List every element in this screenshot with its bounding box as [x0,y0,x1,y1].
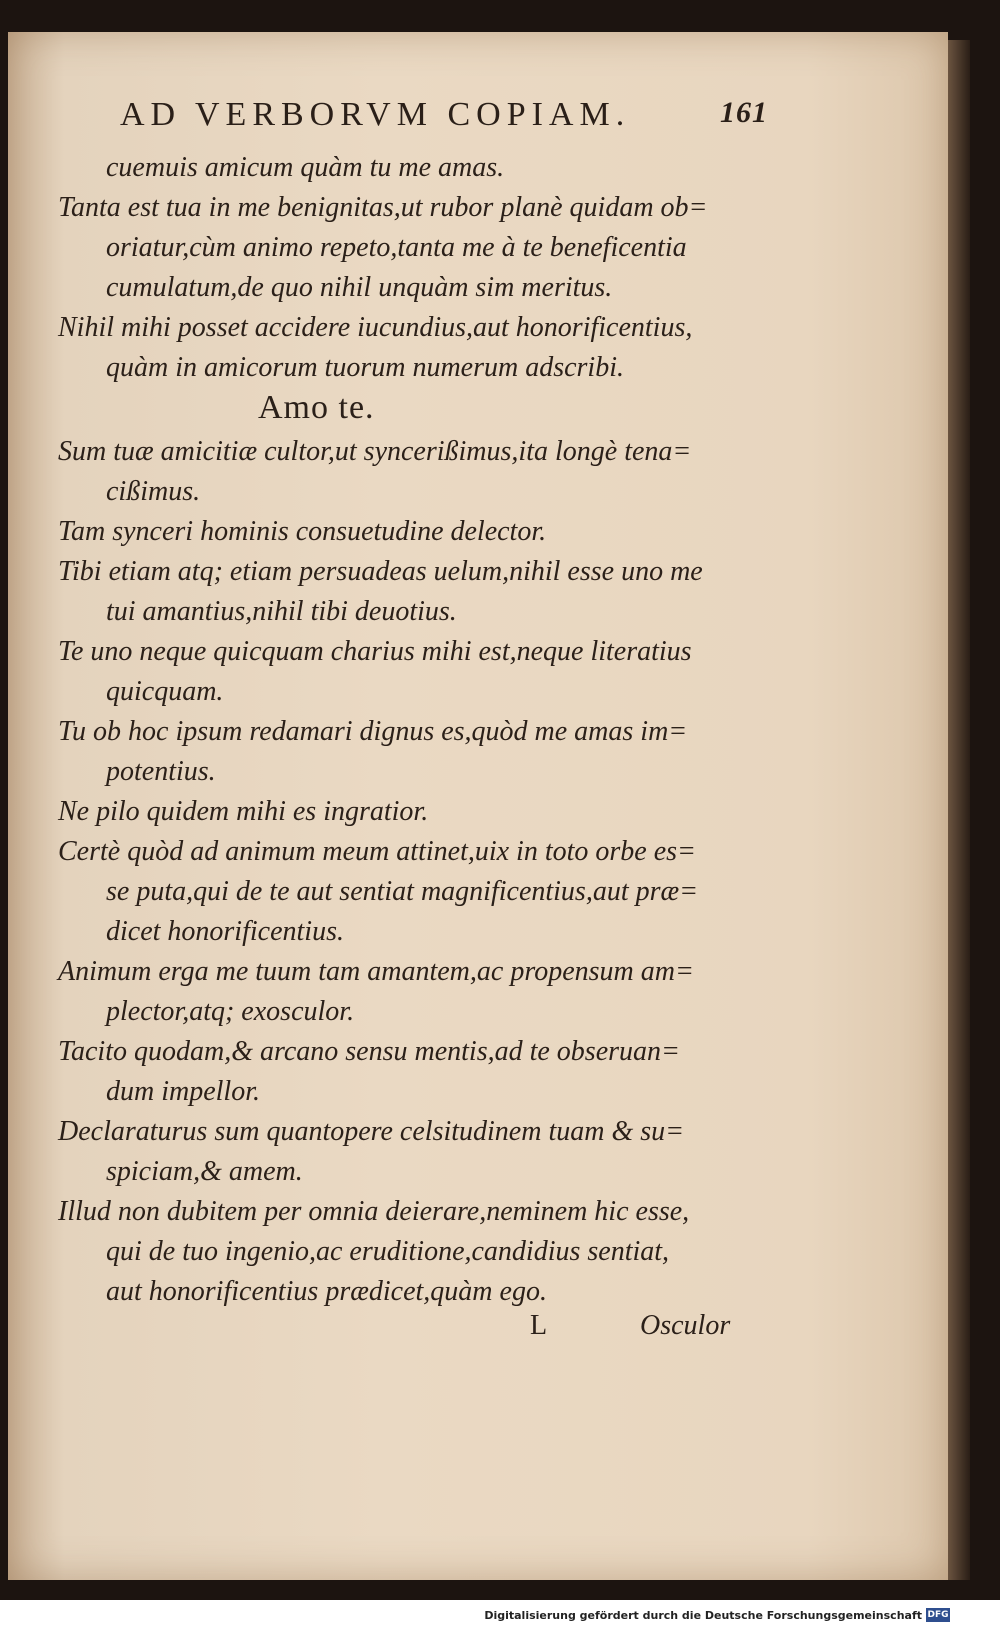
text-line: Sum tuæ amicitiæ cultor,ut syncerißimus,ita longè tena= [58,436,692,467]
signature-mark: L [530,1310,548,1341]
text-line: spiciam,& amem. [106,1156,303,1187]
text-line: qui de tuo ingenio,ac eruditione,candidius sentiat, [106,1236,670,1267]
text-line: Animum erga me tuum tam amantem,ac propensum am= [58,956,694,987]
text-line: Certè quòd ad animum meum attinet,uix in toto orbe es= [58,836,696,867]
text-line: quàm in amicorum tuorum numerum adscribi. [106,352,624,383]
text-line: Tanta est tua in me benignitas,ut rubor planè quidam ob= [58,192,708,223]
text-line: se puta,qui de te aut sentiat magnificentius,aut præ= [106,876,699,907]
catchline [530,1310,790,1350]
text-line: Ne pilo quidem mihi es ingratior. [58,796,429,827]
running-header [120,96,800,140]
section-heading: Amo te. [258,389,375,426]
dfg-logo: DFG [927,1610,949,1620]
text-line: Tu ob hoc ipsum redamari dignus es,quòd me amas im= [58,716,688,747]
text-line: cuemuis amicum quàm tu me amas. [106,152,505,183]
page-number: 161 [720,96,768,129]
text-line: Declaraturus sum quantopere celsitudinem tuam & su= [58,1116,685,1147]
text-line: potentius. [106,756,216,787]
text-line: aut honorificentius prædicet,quàm ego. [106,1276,547,1307]
text-line: cißimus. [106,476,201,507]
text-line: Nihil mihi posset accidere iucundius,aut honorificentius, [58,312,693,343]
text-line: Tibi etiam atq; etiam persuadeas uelum,nihil esse uno me [58,556,703,587]
catchword: Osculor [640,1310,731,1341]
text-line: Tacito quodam,& arcano sensu mentis,ad te obseruan= [58,1036,680,1067]
funding-note: Digitalisierung gefördert durch die Deutsche Forschungsgemeinschaft [484,1609,922,1622]
text-line: dicet honorificentius. [106,916,344,947]
text-line: tui amantius,nihil tibi deuotius. [106,596,457,627]
text-block [58,148,778,1312]
text-line: dum impellor. [106,1076,260,1107]
text-line: Tam synceri hominis consuetudine delector. [58,516,547,547]
text-line: plector,atq; exosculor. [106,996,355,1027]
text-line: Te uno neque quicquam charius mihi est,neque literatius [58,636,692,667]
text-line: Illud non dubitem per omnia deierare,neminem hic esse, [58,1196,690,1227]
text-line: cumulatum,de quo nihil unquàm sim meritus. [106,272,613,303]
digitization-footer [0,1600,1000,1634]
text-line: quicquam. [106,676,224,707]
text-line: oriatur,cùm animo repeto,tanta me à te beneficentia [106,232,687,263]
running-title: AD VERBORVM COPIAM. [120,96,631,133]
page-edge [948,40,970,1580]
